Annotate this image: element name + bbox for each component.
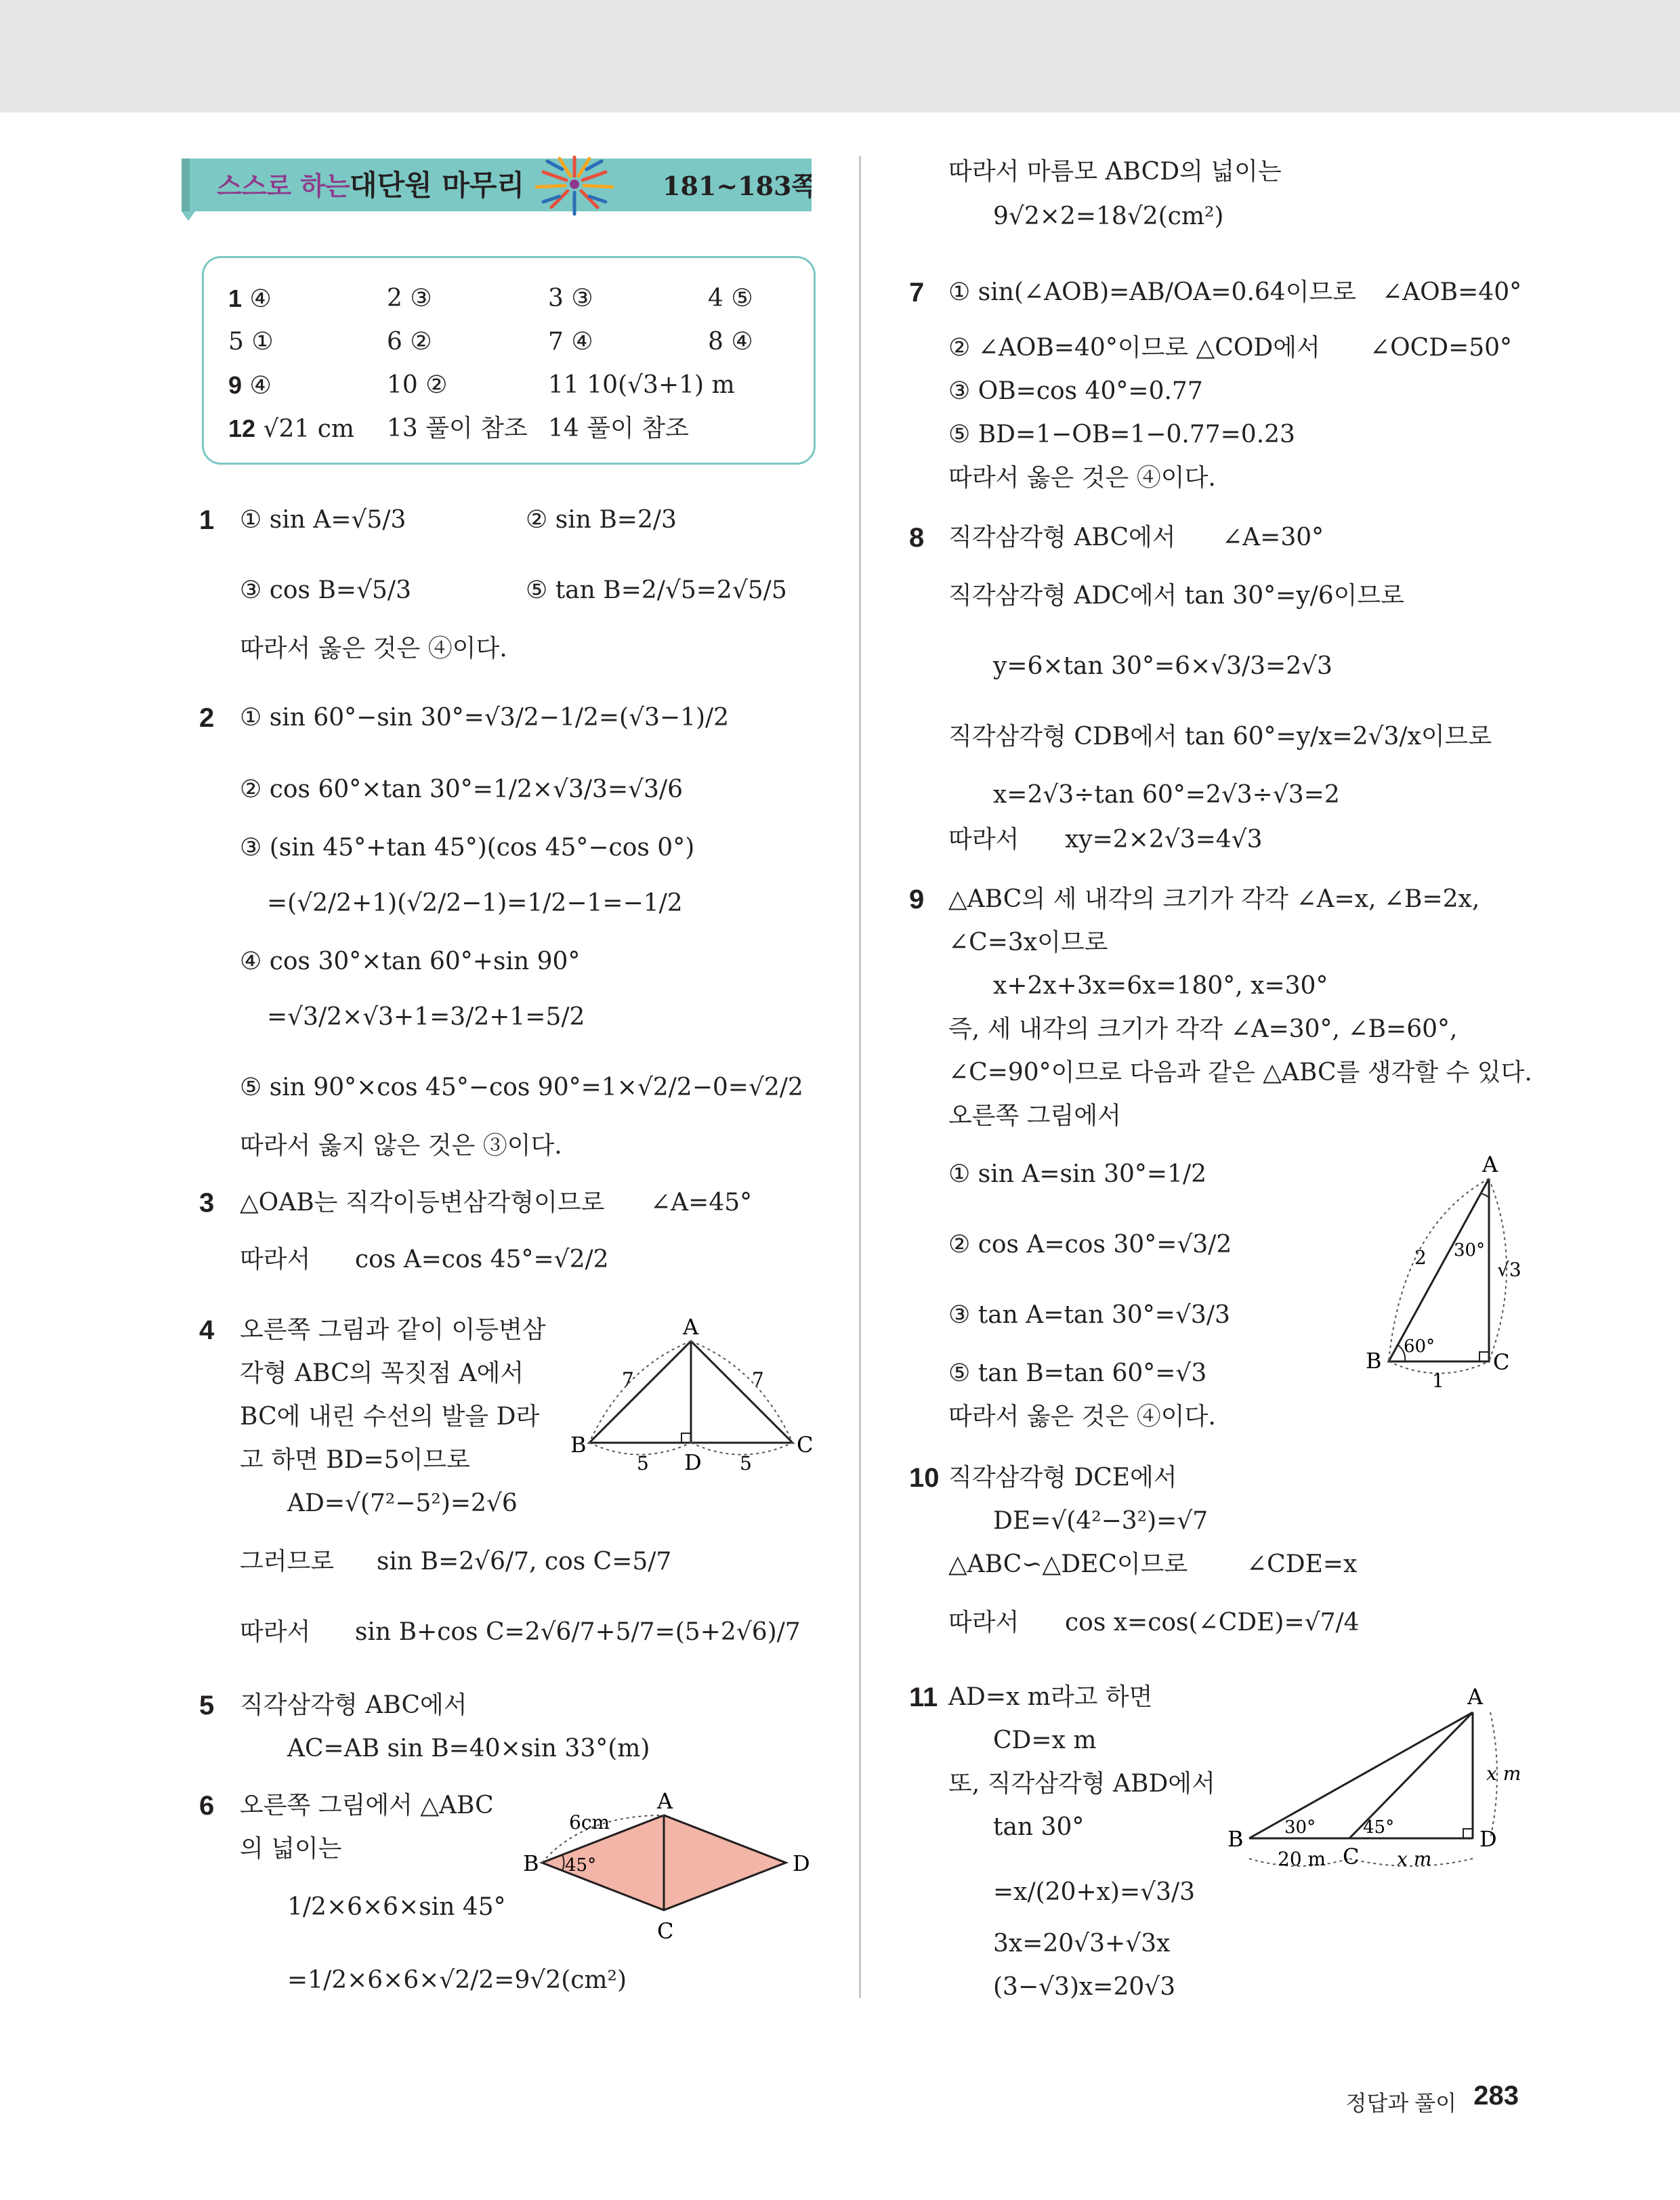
p6-line: 의 넓이는 bbox=[240, 1835, 342, 1863]
p7-conclusion: 따라서 옳은 것은 ④이다. bbox=[948, 464, 1216, 492]
label-side: 6cm bbox=[569, 1811, 610, 1834]
banner-prefix: 스스로 하는 bbox=[217, 171, 350, 201]
p4-line: 그러므로 bbox=[240, 1548, 335, 1575]
label-B: B bbox=[1366, 1348, 1382, 1374]
p9-line: ∠C=3x이므로 bbox=[948, 929, 1108, 956]
column-divider bbox=[859, 156, 861, 1998]
problem-8-number: 8 bbox=[909, 523, 925, 553]
p4-line: 따라서 bbox=[240, 1618, 311, 1646]
label-A: A bbox=[1482, 1151, 1498, 1177]
p1-line: ⑤ tan B=2/√5=2√5/5 bbox=[526, 576, 787, 604]
p3-line: ∠A=45° bbox=[650, 1189, 753, 1217]
problem-5-number: 5 bbox=[199, 1691, 215, 1720]
p10-line: △ABC∽△DEC이므로 bbox=[948, 1550, 1188, 1578]
label-C: C bbox=[797, 1432, 814, 1458]
label-angle-30: 30° bbox=[1284, 1817, 1316, 1838]
p4-line: 고 하면 BD=5이므로 bbox=[240, 1446, 470, 1474]
p7-line: ∠AOB=40° bbox=[1382, 278, 1522, 306]
answer-item: 13 풀이 참조 bbox=[387, 415, 528, 442]
p3-line: cos A=cos 45°=√2/2 bbox=[355, 1246, 609, 1273]
label-D: D bbox=[793, 1850, 810, 1876]
answer-item: 5 ① bbox=[228, 328, 274, 356]
p6-line: 1/2×6×6×sin 45° bbox=[287, 1893, 506, 1921]
answer-item: 4 ⑤ bbox=[708, 284, 753, 312]
figure-two-triangles bbox=[1219, 1680, 1531, 1883]
p11-line: CD=x m bbox=[993, 1727, 1097, 1754]
p7-line: ∠OCD=50° bbox=[1370, 334, 1513, 362]
p2-line: ⑤ sin 90°×cos 45°−cos 90°=1×√2/2−0=√2/2 bbox=[240, 1074, 803, 1101]
banner-title: 대단원 마무리 bbox=[350, 169, 525, 202]
footer-label: 정답과 풀이 bbox=[1345, 2091, 1456, 2115]
p9-line: ② cos A=cos 30°=√3/2 bbox=[948, 1231, 1232, 1258]
answer-item: 11 10(√3+1) m bbox=[548, 371, 735, 399]
label-cd: x m bbox=[1397, 1848, 1432, 1870]
p9-line: 오른쪽 그림에서 bbox=[948, 1102, 1121, 1130]
p2-line: =(√2/2+1)(√2/2−1)=1/2−1=−1/2 bbox=[267, 889, 683, 917]
p11-line: =x/(20+x)=√3/3 bbox=[993, 1878, 1196, 1906]
label-angle-B: 60° bbox=[1404, 1336, 1435, 1357]
label-ad: x m bbox=[1486, 1762, 1521, 1785]
p9-line: △ABC의 세 내각의 크기가 각각 ∠A=x, ∠B=2x, bbox=[948, 885, 1480, 913]
p9-line: ⑤ tan B=tan 60°=√3 bbox=[948, 1359, 1207, 1387]
p2-line: ④ cos 30°×tan 60°+sin 90° bbox=[240, 948, 581, 975]
label-D: D bbox=[684, 1450, 702, 1475]
p10-line: DE=√(4²−3²)=√7 bbox=[993, 1507, 1209, 1535]
p4-line: 오른쪽 그림과 같이 이등변삼 bbox=[240, 1316, 546, 1344]
p9-line: x+2x+3x=6x=180°, x=30° bbox=[993, 972, 1328, 1000]
p4-line: BC에 내린 수선의 발을 D라 bbox=[240, 1403, 540, 1431]
top-gray-bar bbox=[0, 0, 1680, 112]
label-angle-45: 45° bbox=[1363, 1817, 1395, 1838]
answer-item: 8 ④ bbox=[708, 328, 753, 356]
answer-item: 3 ③ bbox=[548, 284, 593, 312]
problem-2-number: 2 bbox=[199, 703, 215, 733]
p2-line: ③ (sin 45°+tan 45°)(cos 45°−cos 0°) bbox=[240, 834, 695, 862]
p8-line: 따라서 bbox=[948, 826, 1020, 853]
cont-line: 따라서 마름모 ABCD의 넓이는 bbox=[948, 158, 1282, 186]
p11-line: tan 30° bbox=[993, 1813, 1085, 1841]
banner-pages: 181~183쪽 bbox=[663, 171, 812, 201]
problem-10-number: 10 bbox=[909, 1463, 940, 1493]
answer-item: 10 ② bbox=[387, 371, 448, 399]
answer-item: 6 ② bbox=[387, 328, 432, 356]
p7-line: ③ OB=cos 40°=0.77 bbox=[948, 377, 1203, 405]
p1-line: ② sin B=2/3 bbox=[526, 506, 677, 534]
p9-line: 즉, 세 내각의 크기가 각각 ∠A=30°, ∠B=60°, bbox=[948, 1015, 1458, 1043]
problem-9-number: 9 bbox=[909, 885, 925, 914]
p8-line: 직각삼각형 CDB에서 tan 60°=y/x=2√3/x이므로 bbox=[948, 723, 1492, 750]
p1-line: ③ cos B=√5/3 bbox=[240, 576, 411, 604]
label-side: 7 bbox=[752, 1368, 764, 1391]
p10-line: ∠CDE=x bbox=[1246, 1550, 1358, 1578]
p2-line: ② cos 60°×tan 30°=1/2×√3/3=√3/6 bbox=[240, 776, 683, 803]
label-leg: √3 bbox=[1497, 1258, 1521, 1281]
figure-rhombus bbox=[515, 1788, 826, 1951]
p11-line: AD=x m라고 하면 bbox=[948, 1683, 1153, 1711]
label-base: 1 bbox=[1432, 1370, 1444, 1392]
answer-item: 9 ④ bbox=[228, 371, 272, 400]
p3-line: 따라서 bbox=[240, 1246, 311, 1273]
page-number: 283 bbox=[1473, 2081, 1519, 2111]
p9-line: ③ tan A=tan 30°=√3/3 bbox=[948, 1301, 1230, 1329]
p11-line: 3x=20√3+√3x bbox=[993, 1930, 1171, 1958]
label-half-base: 5 bbox=[740, 1452, 752, 1475]
p7-line: ⑤ BD=1−OB=1−0.77=0.23 bbox=[948, 421, 1295, 448]
p7-line: ① sin(∠AOB)=AB/OA=0.64이므로 bbox=[948, 278, 1357, 306]
p4-line: 각형 ABC의 꼭짓점 A에서 bbox=[240, 1359, 524, 1387]
p2-line: =√3/2×√3+1=3/2+1=5/2 bbox=[267, 1003, 585, 1031]
label-B: B bbox=[570, 1432, 587, 1458]
label-A: A bbox=[683, 1314, 699, 1340]
p7-line: ② ∠AOB=40°이므로 △COD에서 bbox=[948, 334, 1320, 362]
p2-line: ① sin 60°−sin 30°=√3/2−1/2=(√3−1)/2 bbox=[240, 704, 730, 732]
label-A: A bbox=[1467, 1684, 1484, 1710]
p11-line: 또, 직각삼각형 ABD에서 bbox=[948, 1770, 1215, 1798]
p4-line: sin B+cos C=2√6/7+5/7=(5+2√6)/7 bbox=[355, 1618, 801, 1646]
problem-11-number: 11 bbox=[909, 1683, 938, 1712]
banner-shape bbox=[175, 156, 812, 221]
p10-line: 직각삼각형 DCE에서 bbox=[948, 1464, 1177, 1492]
p8-line: x=2√3÷tan 60°=2√3÷√3=2 bbox=[993, 781, 1340, 809]
figure-isosceles-triangle bbox=[562, 1307, 826, 1477]
p8-line: xy=2×2√3=4√3 bbox=[1065, 826, 1263, 853]
p2-conclusion: 따라서 옳지 않은 것은 ③이다. bbox=[240, 1132, 562, 1160]
p5-line: 직각삼각형 ABC에서 bbox=[240, 1691, 467, 1719]
p4-line: sin B=2√6/7, cos C=5/7 bbox=[377, 1548, 672, 1575]
answer-summary-box bbox=[202, 256, 816, 465]
label-angle: 45° bbox=[565, 1855, 597, 1876]
label-bc: 20 m bbox=[1278, 1848, 1326, 1870]
problem-3-number: 3 bbox=[199, 1188, 215, 1218]
problem-4-number: 4 bbox=[199, 1315, 215, 1345]
p5-line: AC=AB sin B=40×sin 33°(m) bbox=[287, 1735, 650, 1762]
p6-line: =1/2×6×6×√2/2=9√2(cm²) bbox=[287, 1966, 627, 1994]
p10-line: cos x=cos(∠CDE)=√7/4 bbox=[1065, 1609, 1360, 1636]
problem-6-number: 6 bbox=[199, 1791, 215, 1821]
p9-conclusion: 따라서 옳은 것은 ④이다. bbox=[948, 1403, 1216, 1431]
label-B: B bbox=[523, 1850, 539, 1876]
label-hypotenuse: 2 bbox=[1414, 1246, 1427, 1269]
label-D: D bbox=[1479, 1826, 1497, 1852]
label-C: C bbox=[657, 1918, 674, 1944]
p1-conclusion: 따라서 옳은 것은 ④이다. bbox=[240, 635, 507, 662]
p4-line: AD=√(7²−5²)=2√6 bbox=[287, 1489, 518, 1517]
figure-right-triangle-30-60 bbox=[1355, 1151, 1531, 1409]
section-banner bbox=[175, 156, 812, 221]
p8-line: 직각삼각형 ADC에서 tan 30°=y/6이므로 bbox=[948, 582, 1404, 610]
label-C: C bbox=[1493, 1349, 1510, 1375]
p11-line: (3−√3)x=20√3 bbox=[993, 1973, 1176, 2001]
p3-line: △OAB는 직각이등변삼각형이므로 bbox=[240, 1189, 605, 1217]
problem-7-number: 7 bbox=[909, 278, 925, 308]
p8-line: ∠A=30° bbox=[1222, 524, 1324, 551]
label-angle-A: 30° bbox=[1454, 1240, 1486, 1261]
p9-line: ∠C=90°이므로 다음과 같은 △ABC를 생각할 수 있다. bbox=[948, 1059, 1532, 1086]
answer-item: 12 √21 cm bbox=[228, 415, 354, 443]
answer-item: 14 풀이 참조 bbox=[548, 415, 689, 442]
p6-line: 오른쪽 그림에서 △ABC bbox=[240, 1792, 494, 1819]
p9-line: ① sin A=sin 30°=1/2 bbox=[948, 1160, 1207, 1188]
label-B: B bbox=[1227, 1826, 1244, 1852]
label-C: C bbox=[1343, 1844, 1360, 1869]
cont-line: 9√2×2=18√2(cm²) bbox=[993, 203, 1224, 230]
problem-1-number: 1 bbox=[199, 505, 215, 535]
label-A: A bbox=[657, 1788, 673, 1814]
p8-line: y=6×tan 30°=6×√3/3=2√3 bbox=[993, 652, 1332, 680]
p1-line: ① sin A=√5/3 bbox=[240, 506, 406, 534]
answer-item: 1 ④ bbox=[228, 284, 272, 313]
label-half-base: 5 bbox=[637, 1452, 649, 1475]
answer-item: 2 ③ bbox=[387, 284, 432, 312]
answer-item: 7 ④ bbox=[548, 328, 593, 356]
label-side: 7 bbox=[622, 1368, 634, 1391]
p10-line: 따라서 bbox=[948, 1609, 1020, 1636]
p8-line: 직각삼각형 ABC에서 bbox=[948, 524, 1176, 551]
